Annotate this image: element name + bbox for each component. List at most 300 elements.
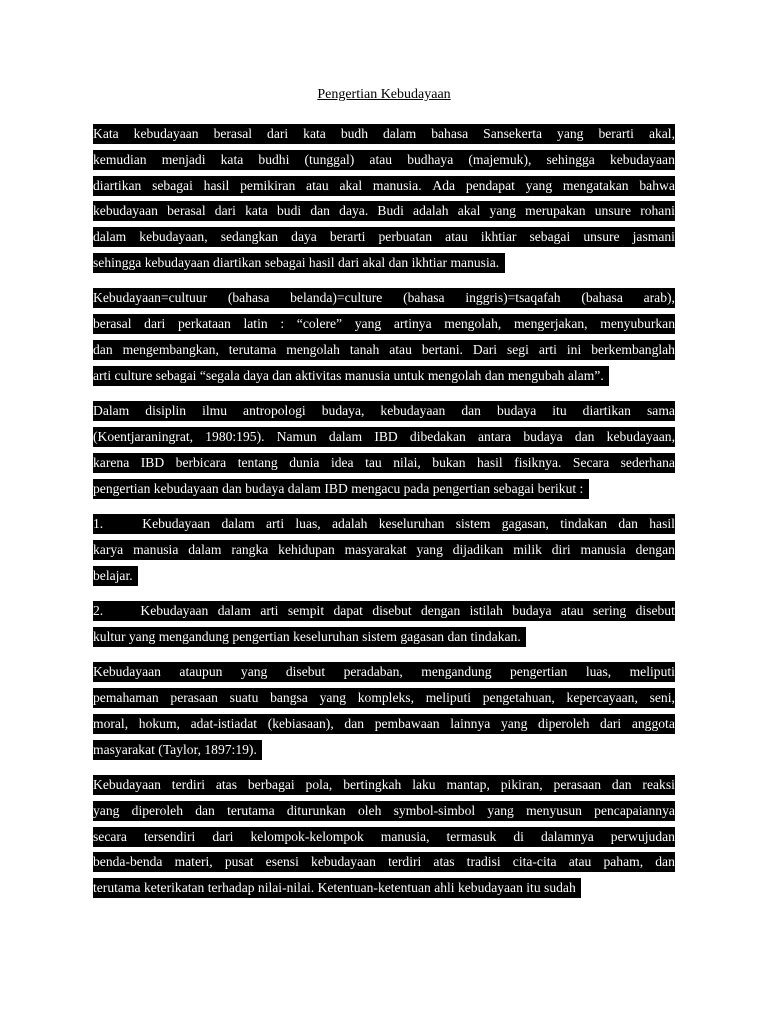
word: belanda)=culture xyxy=(290,290,383,305)
word: bangsa xyxy=(270,690,308,705)
word: hasil xyxy=(477,455,503,470)
word: Kebudayaan xyxy=(140,603,209,618)
word: dengan xyxy=(635,542,675,557)
word: bahwa xyxy=(639,178,675,193)
word: terhadap xyxy=(207,880,255,895)
word: Sansekerta xyxy=(483,126,543,141)
word: dan xyxy=(611,777,632,792)
word: itu xyxy=(552,403,567,418)
word: ataupun xyxy=(179,664,223,679)
text-line xyxy=(93,540,675,560)
word: berbicara xyxy=(175,455,227,470)
text-line xyxy=(93,801,675,821)
word: yang xyxy=(416,542,443,557)
word: sehingga xyxy=(93,255,142,270)
word: atas xyxy=(433,854,455,869)
word: untuk xyxy=(393,368,425,383)
word: Budi xyxy=(377,203,404,218)
word: cita-cita xyxy=(512,854,557,869)
word: mengolah xyxy=(286,342,340,357)
word: bukan xyxy=(432,455,466,470)
word: merupakan xyxy=(525,203,586,218)
word: dengan xyxy=(421,603,461,618)
word: mengandung xyxy=(421,664,492,679)
word: Dari xyxy=(472,342,498,357)
word: kebudayaan xyxy=(144,255,210,270)
word: dan xyxy=(618,516,638,531)
word: ilmu xyxy=(202,403,228,418)
word: sistem xyxy=(362,629,397,644)
word: diartikan xyxy=(582,403,631,418)
word: berkembanglah xyxy=(591,342,675,357)
word: adat-istiadat xyxy=(190,716,258,731)
word: akal xyxy=(457,203,481,218)
word: menyusun xyxy=(526,803,582,818)
word: akal xyxy=(339,178,363,193)
word: manusia xyxy=(580,542,626,557)
word: sama xyxy=(647,403,675,418)
word: lainnya xyxy=(450,716,491,731)
word: masyarakat xyxy=(93,742,155,757)
word: terutama xyxy=(227,803,275,818)
word: berarti xyxy=(598,126,634,141)
word: Kebudayaan=cultuur xyxy=(93,290,208,305)
word: perkataan xyxy=(177,316,231,331)
word: manusia, xyxy=(380,829,430,844)
word: tindakan. xyxy=(470,629,521,644)
word: antara xyxy=(477,429,512,444)
text-line xyxy=(93,714,675,734)
text-line xyxy=(93,479,589,499)
word: (Taylor, xyxy=(158,742,201,757)
word: moral, xyxy=(93,716,129,731)
word: 1980:195). xyxy=(205,429,265,444)
text-line xyxy=(93,314,675,334)
word: kata xyxy=(245,203,268,218)
text-line xyxy=(93,566,138,586)
word: kebudayaan, xyxy=(139,229,208,244)
word: pendapat xyxy=(465,178,515,193)
word: mengacu xyxy=(351,481,401,496)
word: esensi xyxy=(265,854,299,869)
word: kata xyxy=(220,152,244,167)
word: fisiknya. xyxy=(514,455,562,470)
word: budaya, xyxy=(321,403,365,418)
word: disebut xyxy=(372,603,412,618)
word: yang xyxy=(354,316,382,331)
word: kelompok-kelompok xyxy=(250,829,364,844)
word: dan xyxy=(93,342,113,357)
word: terdiri xyxy=(388,854,422,869)
document-title: Pengertian Kebudayaan xyxy=(317,87,451,102)
word: diri xyxy=(551,542,571,557)
word: unsure xyxy=(583,229,620,244)
word: terutama xyxy=(228,342,277,357)
word: keterikatan xyxy=(143,880,205,895)
word: dalam xyxy=(328,429,363,444)
word: itu xyxy=(526,880,541,895)
word: materi, xyxy=(174,854,213,869)
word: “segala xyxy=(199,368,240,383)
word: budi xyxy=(276,203,302,218)
word: berasal xyxy=(213,126,253,141)
text-line xyxy=(93,688,675,708)
word: yang xyxy=(487,803,514,818)
word: sehingga xyxy=(546,152,595,167)
word: sering xyxy=(592,603,627,618)
word: kehidupan xyxy=(278,542,335,557)
word: terutama xyxy=(93,880,141,895)
word: berasal xyxy=(167,203,206,218)
word: berikut xyxy=(537,481,577,496)
word: disiplin xyxy=(145,403,187,418)
word: IBD xyxy=(374,429,398,444)
word: mengatakan xyxy=(562,178,629,193)
word: budaya xyxy=(497,403,537,418)
word: : xyxy=(579,481,584,496)
word: pengetahuan, xyxy=(482,690,555,705)
word: pada xyxy=(403,481,430,496)
word: kebudayaan xyxy=(311,854,376,869)
word: bertani. xyxy=(421,342,463,357)
text-line xyxy=(93,427,675,447)
word: mengolah, xyxy=(444,316,502,331)
word: sedangkan xyxy=(220,229,279,244)
word: perasaan xyxy=(170,690,218,705)
word: pengertian xyxy=(232,629,290,644)
word: pengertian xyxy=(432,481,491,496)
word: atau xyxy=(560,603,584,618)
word: meliputi xyxy=(425,690,472,705)
word: (majemuk), xyxy=(468,152,532,167)
word: peradaban, xyxy=(343,664,403,679)
word: dari xyxy=(212,829,234,844)
word: sebagai xyxy=(529,229,571,244)
word: dan xyxy=(344,716,365,731)
word: pengertian xyxy=(93,481,151,496)
word: arab), xyxy=(643,290,675,305)
word: mengerjakan, xyxy=(513,316,588,331)
list-number: 1. xyxy=(93,516,104,531)
word: istilah xyxy=(469,603,503,618)
word: 1897:19). xyxy=(204,742,257,757)
word: suatu xyxy=(229,690,259,705)
word: pemikiran xyxy=(240,178,296,193)
word: arti xyxy=(260,603,279,618)
word: diperoleh xyxy=(131,803,183,818)
word: tentang xyxy=(237,455,278,470)
word: rohani xyxy=(640,203,675,218)
word: sebagai xyxy=(264,255,306,270)
word: nilai, xyxy=(393,455,421,470)
word: Kebudayaan xyxy=(93,664,161,679)
word: artinya xyxy=(393,316,432,331)
word: keseluruhan xyxy=(293,629,359,644)
word: alam”. xyxy=(567,368,604,383)
word: anggota xyxy=(631,716,675,731)
word: dari xyxy=(337,255,360,270)
word: adalah xyxy=(413,203,449,218)
word: kata xyxy=(303,126,326,141)
word: disebut xyxy=(285,664,326,679)
word: idea xyxy=(330,455,354,470)
word: dan xyxy=(574,429,595,444)
word: pemahaman xyxy=(93,690,159,705)
word: Kebudayaan xyxy=(142,516,211,531)
word: luas, xyxy=(295,516,321,531)
word: dari xyxy=(214,203,236,218)
word: budaya xyxy=(245,481,285,496)
word: pembawaan xyxy=(374,716,440,731)
word: perwujudan xyxy=(610,829,675,844)
word: sebagai xyxy=(493,481,535,496)
word: arti xyxy=(93,368,112,383)
word: (bahasa xyxy=(403,290,445,305)
text-line xyxy=(93,288,675,308)
word: dijadikan xyxy=(452,542,504,557)
word: berasal xyxy=(93,316,132,331)
word: ahli xyxy=(434,880,455,895)
word: jasmani xyxy=(632,229,675,244)
word: diartikan xyxy=(213,255,262,270)
word: ini xyxy=(566,342,582,357)
word: atau xyxy=(445,229,468,244)
word: yang xyxy=(128,629,156,644)
word: dan xyxy=(447,629,468,644)
word: yang xyxy=(319,690,346,705)
word: akal xyxy=(362,255,386,270)
word: secara xyxy=(93,829,127,844)
word: mantap, xyxy=(446,777,490,792)
word: menjadi xyxy=(161,152,206,167)
word: dunia xyxy=(289,455,320,470)
word: kebudayaan xyxy=(457,880,523,895)
word: dari xyxy=(267,126,289,141)
word: atau xyxy=(369,152,393,167)
word: tindakan xyxy=(560,516,608,531)
word: mengubah xyxy=(507,368,565,383)
word: dalam xyxy=(287,481,321,496)
word: dalam xyxy=(382,126,417,141)
word: dalamnya xyxy=(540,829,594,844)
word: kemudian xyxy=(93,152,147,167)
word: dalam xyxy=(221,516,255,531)
word: terdiri xyxy=(171,777,206,792)
text-line xyxy=(93,453,675,473)
word: daya. xyxy=(339,203,369,218)
word: kultur xyxy=(93,629,126,644)
word: (bahasa xyxy=(227,290,270,305)
word: IBD xyxy=(140,455,165,470)
word: berbagai xyxy=(247,777,295,792)
text-line xyxy=(93,775,675,795)
word: berarti xyxy=(329,229,366,244)
text-line xyxy=(93,852,675,872)
word: manusia. xyxy=(450,255,500,270)
word: hasil xyxy=(203,178,230,193)
word: tanah xyxy=(349,342,380,357)
word: mengolah xyxy=(427,368,482,383)
word: yang xyxy=(525,178,553,193)
word: perbuatan xyxy=(378,229,433,244)
word: menyuburkan xyxy=(600,316,675,331)
word: budhaya xyxy=(407,152,454,167)
word: Ada xyxy=(432,178,456,193)
word: hasil xyxy=(308,255,335,270)
text-line xyxy=(93,124,675,144)
text-line xyxy=(93,176,675,196)
word: daya xyxy=(291,229,317,244)
word: culture xyxy=(114,368,153,383)
word: dan xyxy=(222,481,242,496)
word: tersendiri xyxy=(143,829,196,844)
word: luas, xyxy=(585,664,612,679)
word: diartikan xyxy=(93,178,142,193)
word: (tunggal) xyxy=(304,152,355,167)
word: sebagai xyxy=(155,368,197,383)
word: atau xyxy=(568,854,592,869)
word: paham, xyxy=(603,854,644,869)
word: mengandung xyxy=(158,629,229,644)
text-line xyxy=(93,401,675,421)
word: arti xyxy=(266,516,285,531)
word: manusia xyxy=(133,542,179,557)
word: inggris)=tsaqafah xyxy=(465,290,561,305)
word: milik xyxy=(513,542,542,557)
word: (kebiasaan), xyxy=(267,716,334,731)
word: dari xyxy=(600,716,622,731)
word: kebudayaan xyxy=(380,403,446,418)
word: pencapaiannya xyxy=(594,803,675,818)
word: masyarakat xyxy=(344,542,407,557)
word: gagasan, xyxy=(501,516,549,531)
word: hokum, xyxy=(138,716,180,731)
word: Dalam xyxy=(93,403,130,418)
word: dan xyxy=(272,368,292,383)
text-line xyxy=(93,627,526,647)
text-line xyxy=(93,366,609,386)
word: atau xyxy=(306,178,329,193)
word: sederhana xyxy=(620,455,675,470)
word: IBD xyxy=(324,481,348,496)
word: bertingkah xyxy=(343,777,402,792)
word: yang xyxy=(93,803,120,818)
word: budhi xyxy=(258,152,290,167)
word: rangka xyxy=(231,542,269,557)
list-number: 2. xyxy=(93,603,104,618)
word: atau xyxy=(389,342,412,357)
word: pikiran, xyxy=(500,777,543,792)
word: pengertian xyxy=(510,664,568,679)
word: yang xyxy=(240,664,268,679)
word: (Koentjaraningrat, xyxy=(93,429,194,444)
word: bahasa xyxy=(431,126,469,141)
word: unsure xyxy=(594,203,631,218)
word: termasuk xyxy=(446,829,497,844)
word: oleh xyxy=(357,803,382,818)
word: karya xyxy=(93,542,124,557)
word: belajar. xyxy=(93,568,133,583)
word: hasil xyxy=(649,516,675,531)
word: dan xyxy=(310,203,330,218)
word: dan xyxy=(484,368,505,383)
word: kebudayaan, xyxy=(606,429,675,444)
word: meliputi xyxy=(629,664,675,679)
word: sudah xyxy=(544,880,576,895)
word: Kata xyxy=(93,126,119,141)
word: seni, xyxy=(649,690,675,705)
word: arti xyxy=(538,342,557,357)
word: pusat xyxy=(224,854,254,869)
word: di xyxy=(513,829,524,844)
word: yang xyxy=(557,126,584,141)
word: kebudayaan xyxy=(609,152,675,167)
word: perasaan xyxy=(553,777,602,792)
word: dan xyxy=(388,255,409,270)
word: dan xyxy=(461,403,481,418)
word: budh xyxy=(340,126,368,141)
word: pola, xyxy=(305,777,333,792)
word: sistem xyxy=(455,516,491,531)
word: atas xyxy=(215,777,238,792)
word: dapat xyxy=(333,603,363,618)
text-line xyxy=(93,227,675,247)
word: kompleks, xyxy=(357,690,414,705)
word: gagasan xyxy=(400,629,445,644)
text-line xyxy=(93,201,675,221)
word: disebut xyxy=(635,603,675,618)
word: (bahasa xyxy=(581,290,623,305)
word: tau xyxy=(365,455,382,470)
word: aktivitas xyxy=(295,368,342,383)
word: nilai-nilai. xyxy=(257,880,315,895)
word: benda-benda xyxy=(93,854,163,869)
word: mengembangkan, xyxy=(122,342,219,357)
word: diturunkan xyxy=(286,803,346,818)
word: reaksi xyxy=(642,777,675,792)
word: dalam xyxy=(188,542,222,557)
word: symbol-simbol xyxy=(393,803,476,818)
word: dibedakan xyxy=(409,429,466,444)
word: dalam xyxy=(93,229,127,244)
word: yang xyxy=(489,203,516,218)
word: Namun xyxy=(276,429,317,444)
word: dan xyxy=(655,854,675,869)
word: dari xyxy=(144,316,166,331)
word: Secara xyxy=(572,455,610,470)
word: akal, xyxy=(648,126,675,141)
word: tradisi xyxy=(466,854,501,869)
text-line xyxy=(93,150,675,170)
word: diperoleh xyxy=(538,716,590,731)
word: yang xyxy=(500,716,528,731)
text-line xyxy=(93,740,262,760)
word: kebudayaan xyxy=(93,203,158,218)
word: sempit xyxy=(287,603,325,618)
word: kepercayaan, xyxy=(566,690,638,705)
word: sebagai xyxy=(152,178,193,193)
word: Kebudayaan xyxy=(93,777,161,792)
word: budaya xyxy=(512,603,552,618)
text-line xyxy=(93,514,675,534)
word: laku xyxy=(412,777,436,792)
word: manusia. xyxy=(372,178,422,193)
word: adalah xyxy=(331,516,368,531)
word: antropologi xyxy=(243,403,306,418)
word: karena xyxy=(93,455,130,470)
word: latin xyxy=(243,316,268,331)
word: “colere” xyxy=(296,316,343,331)
